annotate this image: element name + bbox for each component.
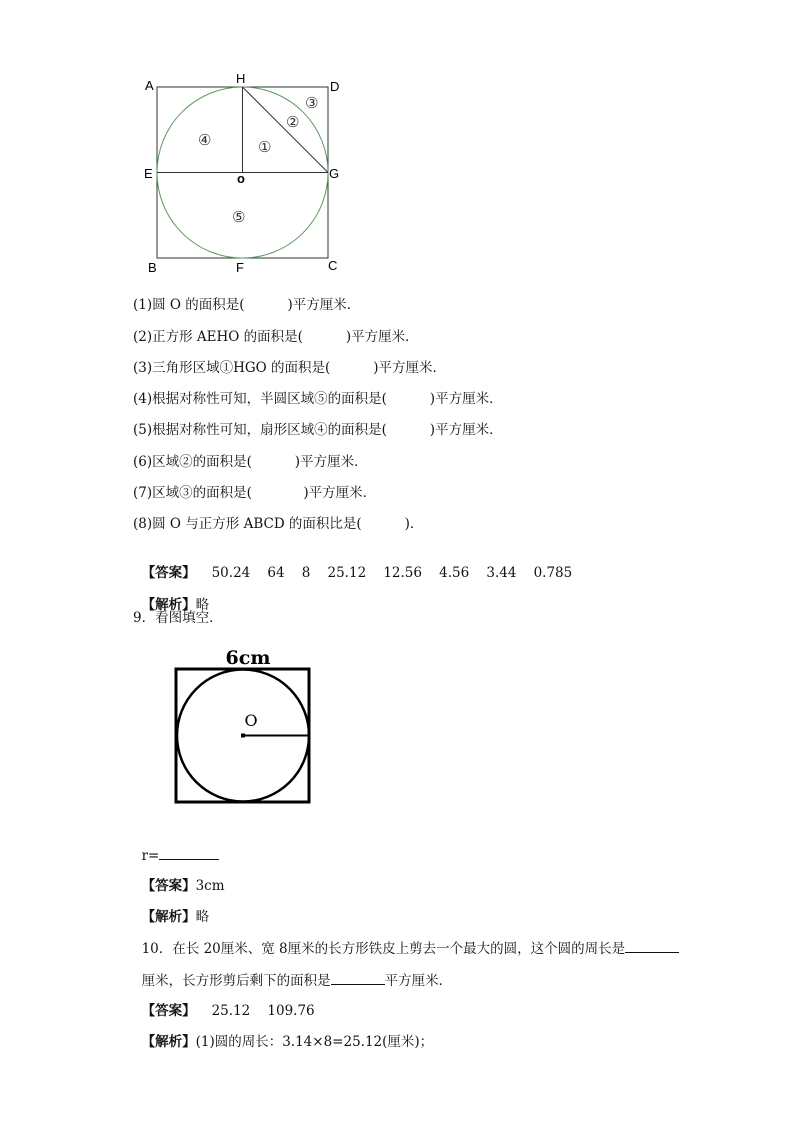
analysis-text: 略 (195, 597, 210, 613)
label-A: A (145, 78, 154, 93)
q8-item-6: (6)区域②的面积是( )平方厘米． (133, 454, 368, 470)
region-4: ④ (198, 132, 212, 149)
label-B: B (148, 260, 157, 275)
region-3: ③ (305, 95, 319, 112)
answer-values: 50.24 64 8 25.12 12.56 4.56 3.44 0.785 (211, 565, 573, 581)
q8-item-2: (2)正方形 AEHO 的面积是( )平方厘米． (133, 329, 419, 345)
answer-label: 【答案】 (141, 1003, 196, 1019)
q8-item-5: (5)根据对称性可知，扇形区域④的面积是( )平方厘米． (133, 422, 503, 438)
square-circle-figure (140, 70, 350, 280)
label-D: D (330, 79, 340, 94)
answer-label: 【答案】 (141, 565, 196, 581)
analysis-text: (1)圆的周长：3.14×8=25.12(厘米)； (195, 1034, 434, 1050)
label-C: C (328, 258, 338, 273)
answer-text: 3cm (195, 878, 225, 894)
analysis-label: 【解析】 (141, 597, 196, 613)
circle-in-square-figure (170, 642, 315, 807)
label-F: F (236, 260, 244, 275)
region-1: ① (258, 139, 272, 156)
perimeter-blank (625, 939, 679, 953)
label-G: G (329, 166, 340, 181)
q9-title: 9．看图填空． (133, 610, 223, 626)
figure-center-label: O (244, 711, 258, 730)
r-label: r= (141, 848, 160, 864)
region-5: ⑤ (232, 209, 246, 226)
q8-item-3: (3)三角形区域①HGO 的面积是( )平方厘米． (133, 360, 446, 376)
q10-text-2b: 平方厘米． (384, 973, 453, 989)
q10-text-2a: 厘米，长方形剪后剩下的面积是 (141, 973, 331, 989)
q8-answer (133, 546, 572, 582)
analysis-text: 略 (195, 909, 210, 925)
label-H: H (236, 71, 246, 86)
region-2: ② (286, 114, 300, 131)
q8-item-1: (1)圆 O 的面积是( )平方厘米． (133, 297, 361, 313)
q10-analysis (133, 1015, 433, 1051)
analysis-label: 【解析】 (141, 909, 196, 925)
q10-text-1: 10．在长 20厘米、宽 8厘米的长方形铁皮上剪去一个最大的圆，这个圆的周长是 (141, 941, 626, 957)
label-E: E (144, 166, 153, 181)
q8-item-8: (8)圆 O 与正方形 ABCD 的面积比是( )． (133, 516, 424, 532)
answer-values: 25.12 109.76 (211, 1003, 315, 1019)
q8-item-7: (7)区域③的面积是( )平方厘米． (133, 485, 377, 501)
r-blank (159, 846, 219, 860)
label-O: o (237, 171, 245, 186)
area-blank (331, 971, 385, 985)
analysis-label: 【解析】 (141, 1034, 196, 1050)
q8-item-4: (4)根据对称性可知，半圆区域⑤的面积是( )平方厘米． (133, 391, 503, 407)
figure-top-label: 6cm (225, 647, 271, 669)
answer-label: 【答案】 (141, 878, 196, 894)
